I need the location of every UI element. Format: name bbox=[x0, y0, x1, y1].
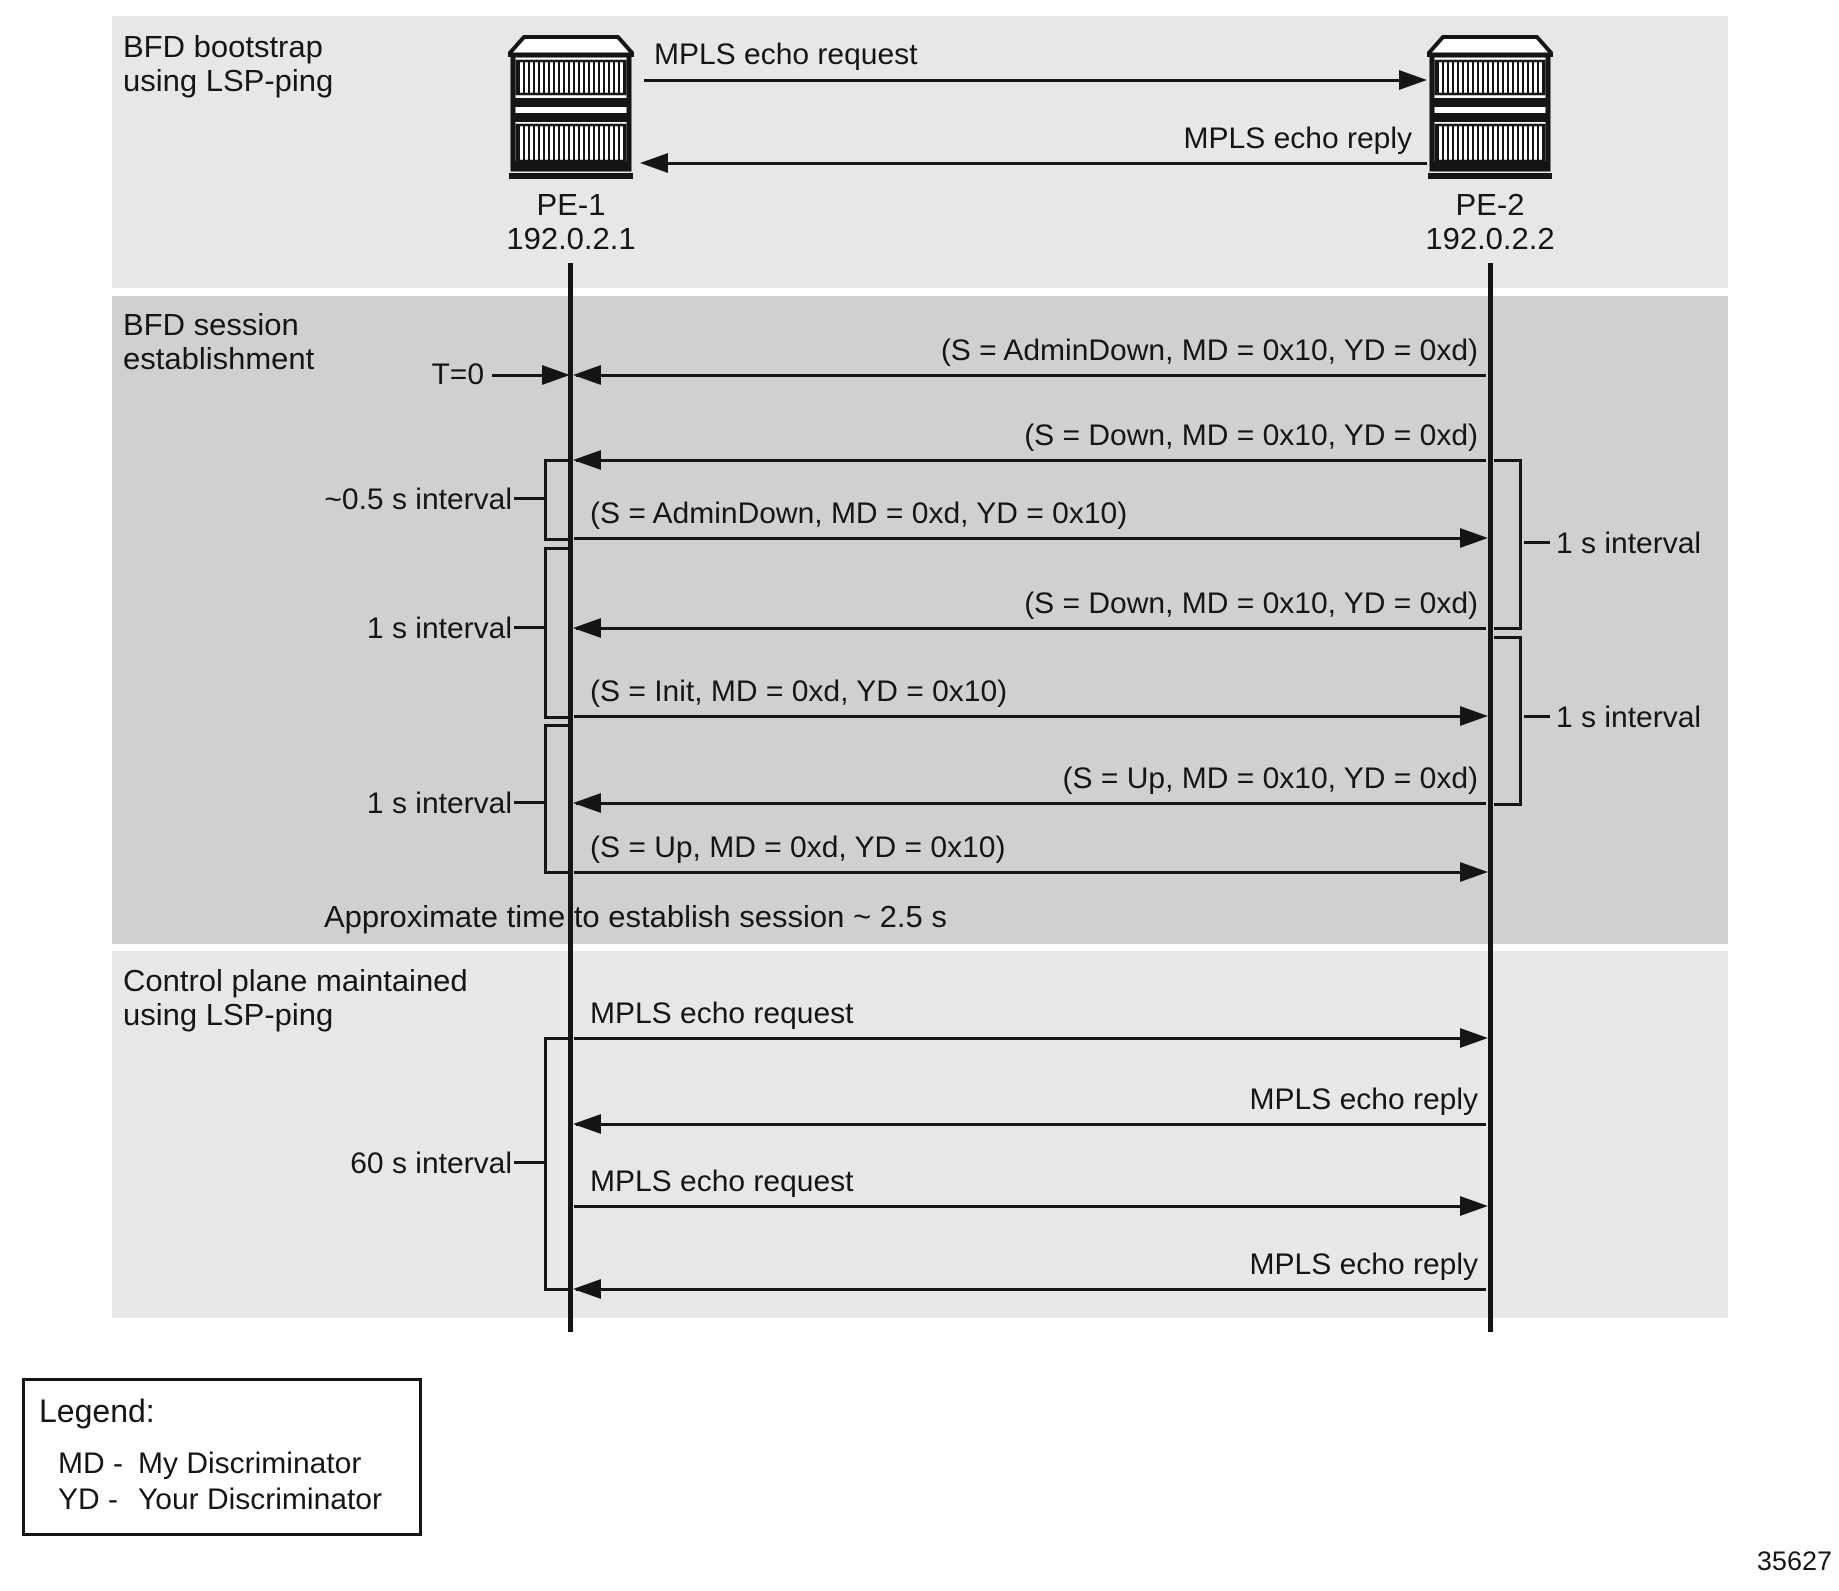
interval-label: 1 s interval bbox=[366, 612, 512, 645]
bfd-message-label: (S = Up, MD = 0xd, YD = 0x10) bbox=[590, 831, 1006, 864]
bfd-message-label: (S = AdminDown, MD = 0xd, YD = 0x10) bbox=[590, 497, 1128, 530]
pe1-name: PE-1 bbox=[536, 187, 606, 222]
t0-label: T=0 bbox=[431, 358, 484, 391]
bfd-message-arrow bbox=[574, 871, 1462, 874]
arrowhead-left-icon bbox=[640, 153, 668, 173]
interval-label-tick bbox=[514, 801, 544, 804]
establishment-title-line1: BFD session bbox=[123, 307, 299, 342]
interval-label: 1 s interval bbox=[366, 787, 512, 820]
pe2-lifeline bbox=[1488, 263, 1493, 1332]
arrowhead-left-icon bbox=[573, 365, 601, 385]
interval-label-tick bbox=[514, 497, 544, 500]
lsp-ping-message-arrow bbox=[576, 1123, 1486, 1126]
pe2-name: PE-2 bbox=[1455, 187, 1525, 222]
bfd-message-arrow bbox=[576, 802, 1486, 805]
mpls-echo-request-label: MPLS echo request bbox=[654, 38, 918, 71]
t0-arrowhead-icon bbox=[542, 365, 570, 385]
arrowhead-right-icon bbox=[1399, 70, 1427, 90]
mpls-echo-reply-label: MPLS echo reply bbox=[1183, 122, 1412, 155]
bfd-message-arrow bbox=[576, 459, 1486, 462]
section-maintenance-background bbox=[112, 951, 1728, 1318]
router-icon-pe1 bbox=[508, 34, 634, 182]
bfd-message-arrow bbox=[574, 715, 1462, 718]
legend-item bbox=[58, 1446, 419, 1482]
arrowhead-left-icon bbox=[573, 1114, 601, 1134]
arrowhead-left-icon bbox=[573, 793, 601, 813]
establishment-title-line2: establishment bbox=[123, 341, 315, 376]
legend-item bbox=[58, 1482, 419, 1518]
legend-title: Legend: bbox=[39, 1393, 155, 1429]
bfd-message-label: (S = Up, MD = 0x10, YD = 0xd) bbox=[1062, 762, 1478, 795]
arrowhead-left-icon bbox=[573, 450, 601, 470]
bootstrap-title-line2: using LSP-ping bbox=[123, 63, 334, 98]
mpls-echo-reply-arrow bbox=[664, 162, 1427, 165]
mpls-echo-request-arrow bbox=[644, 79, 1401, 82]
lsp-ping-message-arrow bbox=[574, 1037, 1462, 1040]
lsp-ping-message-label: MPLS echo request bbox=[590, 997, 854, 1030]
bfd-message-label: (S = Down, MD = 0x10, YD = 0xd) bbox=[1024, 587, 1478, 620]
interval-label-tick bbox=[514, 626, 544, 629]
interval-label: 1 s interval bbox=[1556, 527, 1702, 560]
interval-bracket bbox=[1494, 459, 1522, 630]
arrowhead-right-icon bbox=[1460, 1028, 1488, 1048]
legend-box bbox=[22, 1378, 422, 1536]
arrowhead-right-icon bbox=[1460, 862, 1488, 882]
interval-bracket bbox=[544, 1037, 570, 1291]
interval-label-tick bbox=[1524, 715, 1550, 718]
lsp-ping-message-arrow bbox=[576, 1288, 1486, 1291]
interval-label: 1 s interval bbox=[1556, 701, 1702, 734]
arrowhead-left-icon bbox=[573, 618, 601, 638]
arrowhead-right-icon bbox=[1460, 706, 1488, 726]
pe1-ip: 192.0.2.1 bbox=[506, 221, 636, 256]
interval-label-tick bbox=[1524, 541, 1550, 544]
arrowhead-right-icon bbox=[1460, 528, 1488, 548]
bfd-message-arrow bbox=[576, 374, 1486, 377]
lsp-ping-message-label: MPLS echo reply bbox=[1249, 1248, 1478, 1281]
interval-bracket bbox=[544, 724, 570, 874]
legend-abbr: MD - bbox=[58, 1447, 123, 1480]
maintenance-title-line2: using LSP-ping bbox=[123, 997, 334, 1032]
interval-label: 60 s interval bbox=[350, 1147, 512, 1180]
router-icon-pe2 bbox=[1427, 34, 1553, 182]
arrowhead-right-icon bbox=[1460, 1196, 1488, 1216]
bfd-message-label: (S = AdminDown, MD = 0x10, YD = 0xd) bbox=[940, 334, 1478, 367]
bootstrap-title-line1: BFD bootstrap bbox=[123, 29, 323, 64]
pe2-ip: 192.0.2.2 bbox=[1425, 221, 1555, 256]
lsp-ping-message-arrow bbox=[574, 1205, 1462, 1208]
figure-number: 35627 bbox=[1756, 1546, 1832, 1576]
session-establishment-summary: Approximate time to establish session ~ 2.5 s bbox=[324, 899, 947, 934]
bfd-message-label: (S = Down, MD = 0x10, YD = 0xd) bbox=[1024, 419, 1478, 452]
interval-label-tick bbox=[514, 1161, 544, 1164]
arrowhead-left-icon bbox=[573, 1279, 601, 1299]
interval-bracket bbox=[1494, 636, 1522, 806]
bfd-message-arrow bbox=[576, 627, 1486, 630]
legend-abbr: YD - bbox=[58, 1483, 118, 1516]
lsp-ping-message-label: MPLS echo reply bbox=[1249, 1083, 1478, 1116]
interval-bracket bbox=[544, 547, 570, 719]
interval-bracket bbox=[544, 459, 570, 541]
bfd-message-label: (S = Init, MD = 0xd, YD = 0x10) bbox=[590, 675, 1008, 708]
bfd-message-arrow bbox=[574, 537, 1462, 540]
maintenance-title-line1: Control plane maintained bbox=[123, 963, 468, 998]
lsp-ping-message-label: MPLS echo request bbox=[590, 1165, 854, 1198]
legend-meaning: My Discriminator bbox=[138, 1447, 362, 1480]
interval-label: ~0.5 s interval bbox=[324, 483, 512, 516]
t0-line bbox=[492, 374, 544, 377]
legend-meaning: Your Discriminator bbox=[138, 1483, 382, 1516]
